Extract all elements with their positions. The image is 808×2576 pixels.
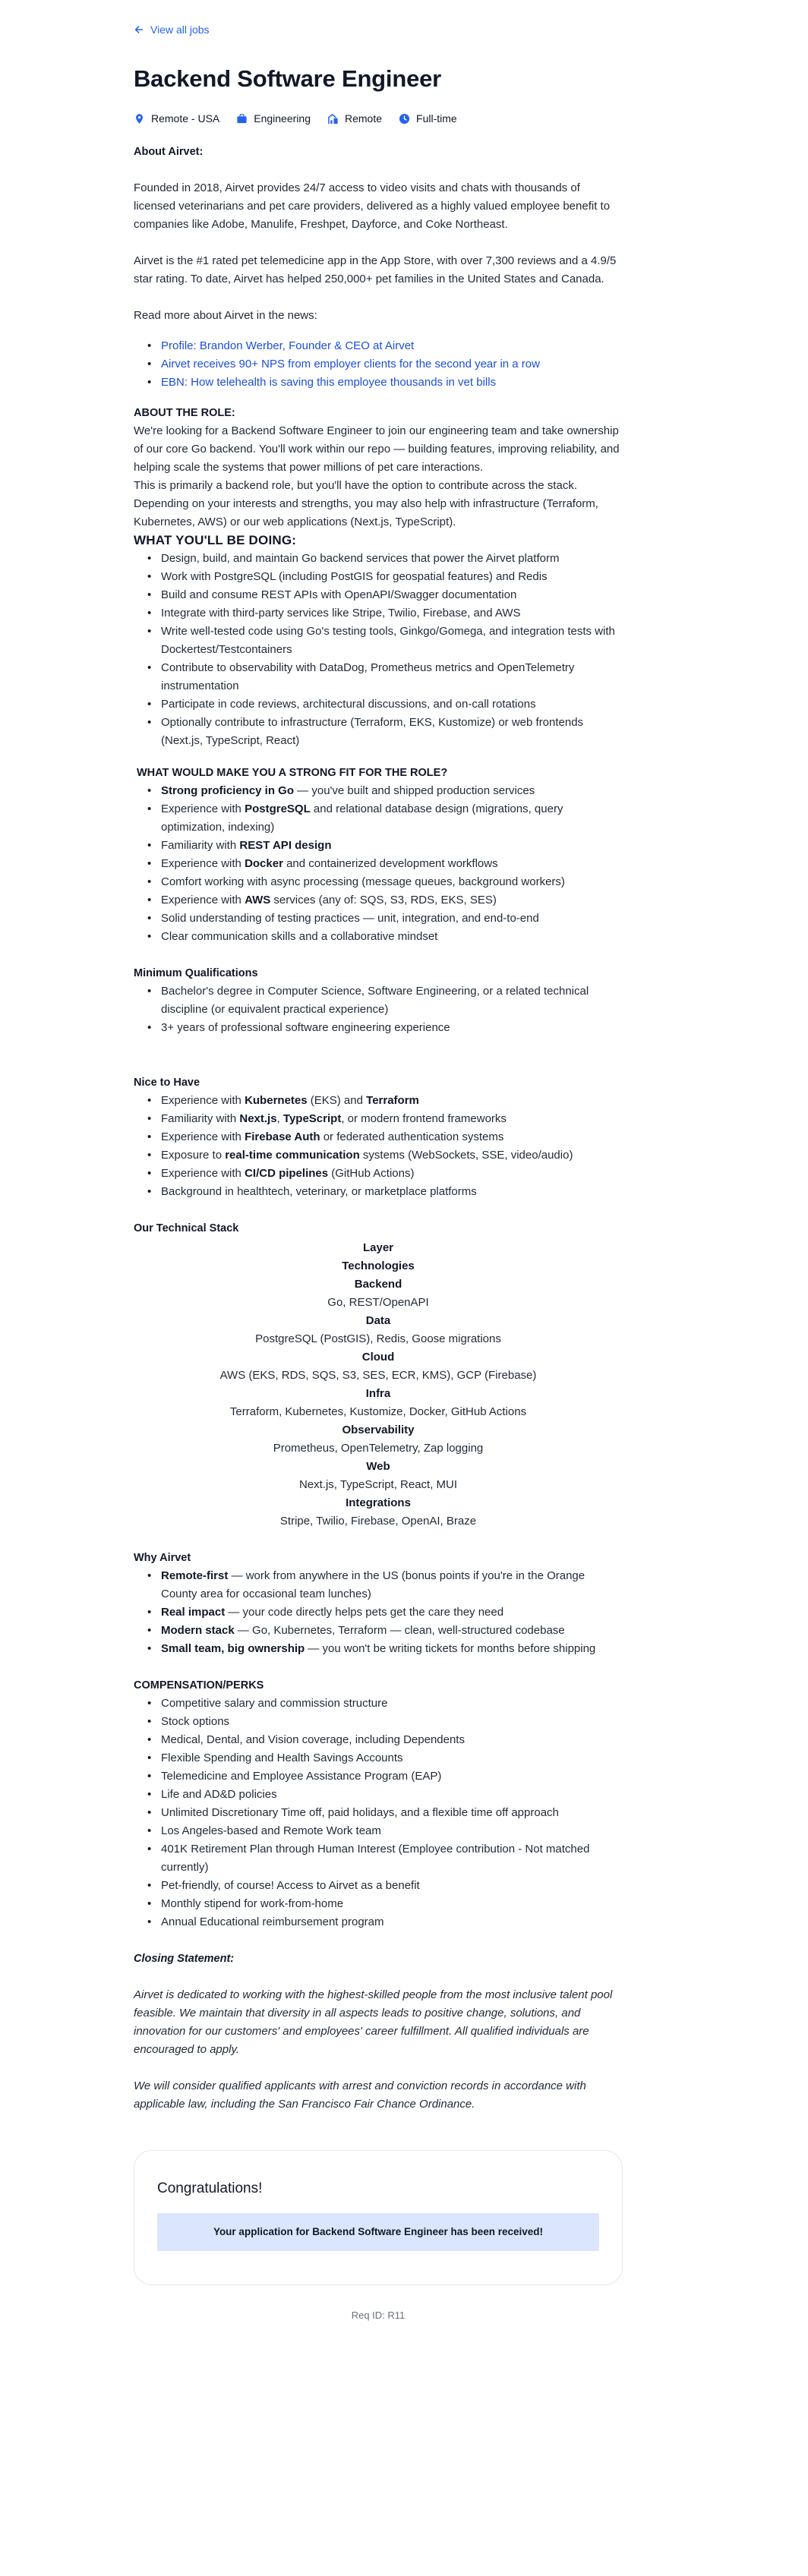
list-item: • Design, build, and maintain Go backend services that power the Airvet platform (147, 550, 623, 568)
list-item: • Stock options (147, 1713, 623, 1731)
list-item (147, 374, 623, 392)
list-item-text: services (any of: SQS, S3, RDS, EKS, SES) (270, 894, 497, 906)
list-item-emphasis: CI/CD pipelines (245, 1167, 329, 1180)
list-item (147, 1110, 623, 1128)
list-item: • Work with PostgreSQL (including PostGIS for geospatial features) and Redis (147, 568, 623, 586)
list-item (147, 855, 623, 873)
meta-department (236, 109, 311, 128)
list-item-text: , or modern frontend frameworks (341, 1112, 507, 1125)
list-item-emphasis: Modern stack (161, 1624, 235, 1637)
clock-icon (399, 113, 410, 125)
list-item-text: Experience with (161, 802, 245, 815)
list-item-text: and relational database design (migrations, query optimization, indexing) (161, 802, 563, 834)
list-item-emphasis: Terraform (366, 1094, 419, 1107)
list-item-text: — work from anywhere in the US (bonus points if you're in the Orange County area for occasional team lunches) (161, 1569, 585, 1600)
comp-heading: COMPENSATION/PERKS (134, 1679, 264, 1692)
list-item-text: Background in healthtech, veterinary, or marketplace platforms (161, 1185, 477, 1198)
list-item (147, 928, 623, 946)
meta-department-label: Engineering (254, 112, 311, 125)
view-all-jobs-label: View all jobs (150, 24, 210, 36)
stack-column-header-layer: Layer (362, 1241, 394, 1254)
stack-technologies-cell: AWS (EKS, RDS, SQS, S3, SES, ECR, KMS), GCP (Firebase) (219, 1369, 537, 1382)
nice-heading: Nice to Have (134, 1077, 200, 1089)
list-item-text: Familiarity with (161, 839, 240, 852)
closing-paragraph-1: Airvet is dedicated to working with the highest-skilled people from the most inclusive talent pool feasible. We maintain that diversity in all aspects leads to positive change, solutions, and innovation for our customers' and employees' career fulfillment. All qualified individuals are encouraged to apply. (134, 1988, 613, 2056)
list-item: • Write well-tested code using Go's testing tools, Ginkgo/Gomega, and integration tests with Dockertest/Testcontainers (147, 623, 623, 659)
stack-layer-cell: Data (365, 1314, 391, 1327)
list-item-text: Experience with (161, 857, 245, 870)
stack-technologies-cell: PostgreSQL (PostGIS), Redis, Goose migrations (255, 1332, 501, 1345)
list-item-emphasis: Small team, big ownership (161, 1642, 305, 1655)
list-item (147, 837, 623, 855)
list-item-text: (GitHub Actions) (328, 1167, 415, 1180)
list-item-text: Comfort working with async processing (message queues, background workers) (161, 875, 565, 888)
role-heading: ABOUT THE ROLE: (134, 407, 235, 419)
stack-layer-cell: Cloud (361, 1351, 395, 1364)
meta-location (134, 109, 219, 128)
role-paragraph-1: We're looking for a Backend Software Engineer to join our engineering team and take ownership of our core Go backend. You'll work within our repo — building features, improving reliability, and helping scale the systems that power millions of pet care interactions. (134, 424, 620, 474)
list-item-emphasis: Strong proficiency in Go (161, 784, 295, 797)
meta-employment-type-label: Full-time (416, 112, 457, 125)
list-item-text: Experience with (161, 1094, 245, 1107)
news-link-3[interactable]: EBN: How telehealth is saving this employee thousands in vet bills (161, 376, 497, 389)
stack-heading: Our Technical Stack (134, 1222, 239, 1234)
arrow-left-icon (134, 24, 144, 35)
list-item-text: Solid understanding of testing practices — unit, integration, and end-to-end (161, 912, 539, 925)
list-item: • Integrate with third-party services like Stripe, Twilio, Firebase, and AWS (147, 604, 623, 623)
confirmation-banner: Your application for Backend Software Engineer has been received! (157, 2213, 599, 2251)
list-item (147, 873, 623, 891)
list-item-emphasis: real-time communication (225, 1149, 360, 1162)
closing-paragraph-2: We will consider qualified applicants with arrest and conviction records in accordance with applicable law, including the San Francisco Fair Chance Ordinance. (134, 2079, 586, 2111)
stack-technologies-cell: Stripe, Twilio, Firebase, OpenAI, Braze (279, 1515, 477, 1528)
list-item-emphasis: Docker (245, 857, 283, 870)
news-link-2[interactable]: Airvet receives 90+ NPS from employer clients for the second year in a row (161, 358, 540, 370)
list-item (147, 1603, 623, 1622)
list-item (147, 782, 623, 800)
minimum-heading: Minimum Qualifications (134, 967, 258, 979)
stack-layer-cell: Backend (354, 1278, 402, 1291)
list-item-emphasis: Remote-first (161, 1569, 229, 1582)
list-item: • Telemedicine and Employee Assistance Program (EAP) (147, 1767, 623, 1786)
list-item: • Optionally contribute to infrastructure (Terraform, EKS, Kustomize) or web frontends (Next.js, TypeScript, React) (147, 714, 623, 750)
list-item (147, 1640, 623, 1658)
list-item: • Pet-friendly, of course! Access to Airvet as a benefit (147, 1877, 623, 1895)
list-item-text: — you've built and shipped production services (294, 784, 535, 797)
stack-technologies-cell: Terraform, Kubernetes, Kustomize, Docker, GitHub Actions (229, 1405, 527, 1418)
stack-technologies-cell: Go, REST/OpenAPI (327, 1296, 429, 1309)
meta-workplace (327, 109, 382, 128)
list-item-emphasis: Real impact (161, 1606, 226, 1619)
meta-employment-type (399, 109, 457, 128)
stack-technologies-cell: Next.js, TypeScript, React, MUI (298, 1478, 458, 1491)
list-item-text: systems (WebSockets, SSE, video/audio) (359, 1149, 573, 1162)
list-item: • Unlimited Discretionary Time off, paid holidays, and a flexible time off approach (147, 1804, 623, 1822)
list-item: • 401K Retirement Plan through Human Interest (Employee contribution - Not matched currently) (147, 1840, 623, 1877)
list-item: • Los Angeles-based and Remote Work team (147, 1822, 623, 1840)
list-item: • Annual Educational reimbursement program (147, 1913, 623, 1931)
doing-heading: WHAT YOU'LL BE DOING: (134, 533, 297, 547)
list-item (147, 910, 623, 928)
list-item: • Life and AD&D policies (147, 1786, 623, 1804)
list-item (147, 355, 623, 374)
stack-layer-cell: Integrations (346, 1496, 411, 1509)
list-item: • Flexible Spending and Health Savings Accounts (147, 1749, 623, 1767)
about-heading: About Airvet: (134, 146, 204, 158)
list-item (147, 1092, 623, 1110)
list-item (147, 337, 623, 355)
location-pin-icon (134, 113, 145, 125)
list-item-text: — you won't be writing tickets for months before shipping (305, 1642, 596, 1655)
view-all-jobs-link[interactable] (134, 20, 210, 39)
job-description (134, 143, 623, 2114)
stack-table (134, 1239, 623, 1531)
list-item: • Bachelor's degree in Computer Science, Software Engineering, or a related technical discipline (or equivalent practical experience) (147, 982, 623, 1019)
list-item-text: Experience with (161, 1167, 245, 1180)
list-item (147, 1567, 623, 1603)
list-item-text: — Go, Kubernetes, Terraform — clean, well-structured codebase (234, 1624, 565, 1637)
list-item-emphasis: Firebase Auth (245, 1130, 320, 1143)
comp-list (147, 1695, 623, 1931)
why-heading: Why Airvet (134, 1552, 191, 1564)
doing-list (147, 550, 623, 750)
list-item: • Monthly stipend for work-from-home (147, 1895, 623, 1913)
stack-layer-cell: Infra (365, 1387, 391, 1400)
about-paragraph-3: Read more about Airvet in the news: (134, 309, 317, 322)
list-item (147, 1165, 623, 1183)
list-item (147, 1128, 623, 1146)
list-item (147, 1146, 623, 1165)
list-item-text: Exposure to (161, 1149, 226, 1162)
stack-column-header-technologies: Technologies (342, 1260, 415, 1272)
fit-heading: WHAT WOULD MAKE YOU A STRONG FIT FOR THE ROLE? (137, 767, 448, 779)
list-item: • Competitive salary and commission structure (147, 1695, 623, 1713)
job-posting-page (134, 0, 623, 2325)
list-item (147, 891, 623, 910)
list-item-emphasis: TypeScript (282, 1112, 342, 1125)
list-item-emphasis: PostgreSQL (245, 802, 311, 815)
minimum-list (147, 982, 623, 1037)
list-item (147, 800, 623, 837)
fit-list (147, 782, 623, 946)
list-item: • 3+ years of professional software engineering experience (147, 1019, 623, 1037)
list-item-text: (EKS) and (307, 1094, 367, 1107)
list-item: • Medical, Dental, and Vision coverage, including Dependents (147, 1731, 623, 1749)
job-title: Backend Software Engineer (134, 65, 442, 92)
stack-layer-cell: Observability (342, 1424, 415, 1436)
list-item-text: and containerized development workflows (282, 857, 498, 870)
list-item-emphasis: AWS (245, 894, 271, 906)
list-item-text: , (276, 1112, 283, 1125)
stack-technologies-cell: Prometheus, OpenTelemetry, Zap logging (273, 1442, 484, 1455)
list-item: • Participate in code reviews, architectural discussions, and on-call rotations (147, 695, 623, 714)
list-item-emphasis: REST API design (239, 839, 332, 852)
req-id: Req ID: R11 (351, 2310, 406, 2321)
list-item-emphasis: Next.js (239, 1112, 277, 1125)
list-item-text: Experience with (161, 894, 245, 906)
confirmation-title: Congratulations! (157, 2180, 263, 2196)
closing-heading: Closing Statement: (134, 1953, 235, 1965)
about-paragraph-2: Airvet is the #1 rated pet telemedicine app in the App Store, with over 7,300 reviews and a 4.9/5 star rating. To date, Airvet has helped 250,000+ pet families in the United States and Canada. (134, 254, 617, 285)
briefcase-icon (236, 113, 248, 125)
stack-layer-cell: Web (366, 1460, 390, 1473)
list-item-text: Clear communication skills and a collaborative mindset (161, 930, 438, 943)
news-link-1[interactable]: Profile: Brandon Werber, Founder & CEO at Airvet (161, 339, 415, 352)
list-item-emphasis: Kubernetes (245, 1094, 308, 1107)
building-icon (327, 113, 339, 125)
list-item-text: Familiarity with (161, 1112, 240, 1125)
list-item: • Contribute to observability with DataDog, Prometheus metrics and OpenTelemetry instrumentation (147, 659, 623, 695)
job-meta (134, 109, 623, 128)
list-item-text: — your code directly helps pets get the care they need (225, 1606, 504, 1619)
list-item (147, 1622, 623, 1640)
about-paragraph-1: Founded in 2018, Airvet provides 24/7 access to video visits and chats with thousands of licensed veterinarians and pet care providers, delivered as a highly valued employee benefit to companies like Adobe, Manulife, Freshpet, Dayforce, and Coke Northeast. (134, 181, 611, 231)
role-paragraph-2: This is primarily a backend role, but you'll have the option to contribute across the stack. Depending on your interests and strengths, you may also help with infrastructure (Terraform, Kubernetes, AWS) or our web applications (Next.js, TypeScript). (134, 479, 598, 528)
meta-location-label: Remote - USA (151, 112, 220, 125)
nice-list (147, 1092, 623, 1201)
list-item-text: Experience with (161, 1130, 245, 1143)
list-item (147, 1183, 623, 1201)
list-item-text: or federated authentication systems (320, 1130, 504, 1143)
meta-workplace-label: Remote (344, 112, 383, 125)
application-confirmation-card (134, 2150, 623, 2285)
list-item: • Build and consume REST APIs with OpenAPI/Swagger documentation (147, 586, 623, 604)
news-links (147, 337, 623, 392)
why-list (147, 1567, 623, 1658)
